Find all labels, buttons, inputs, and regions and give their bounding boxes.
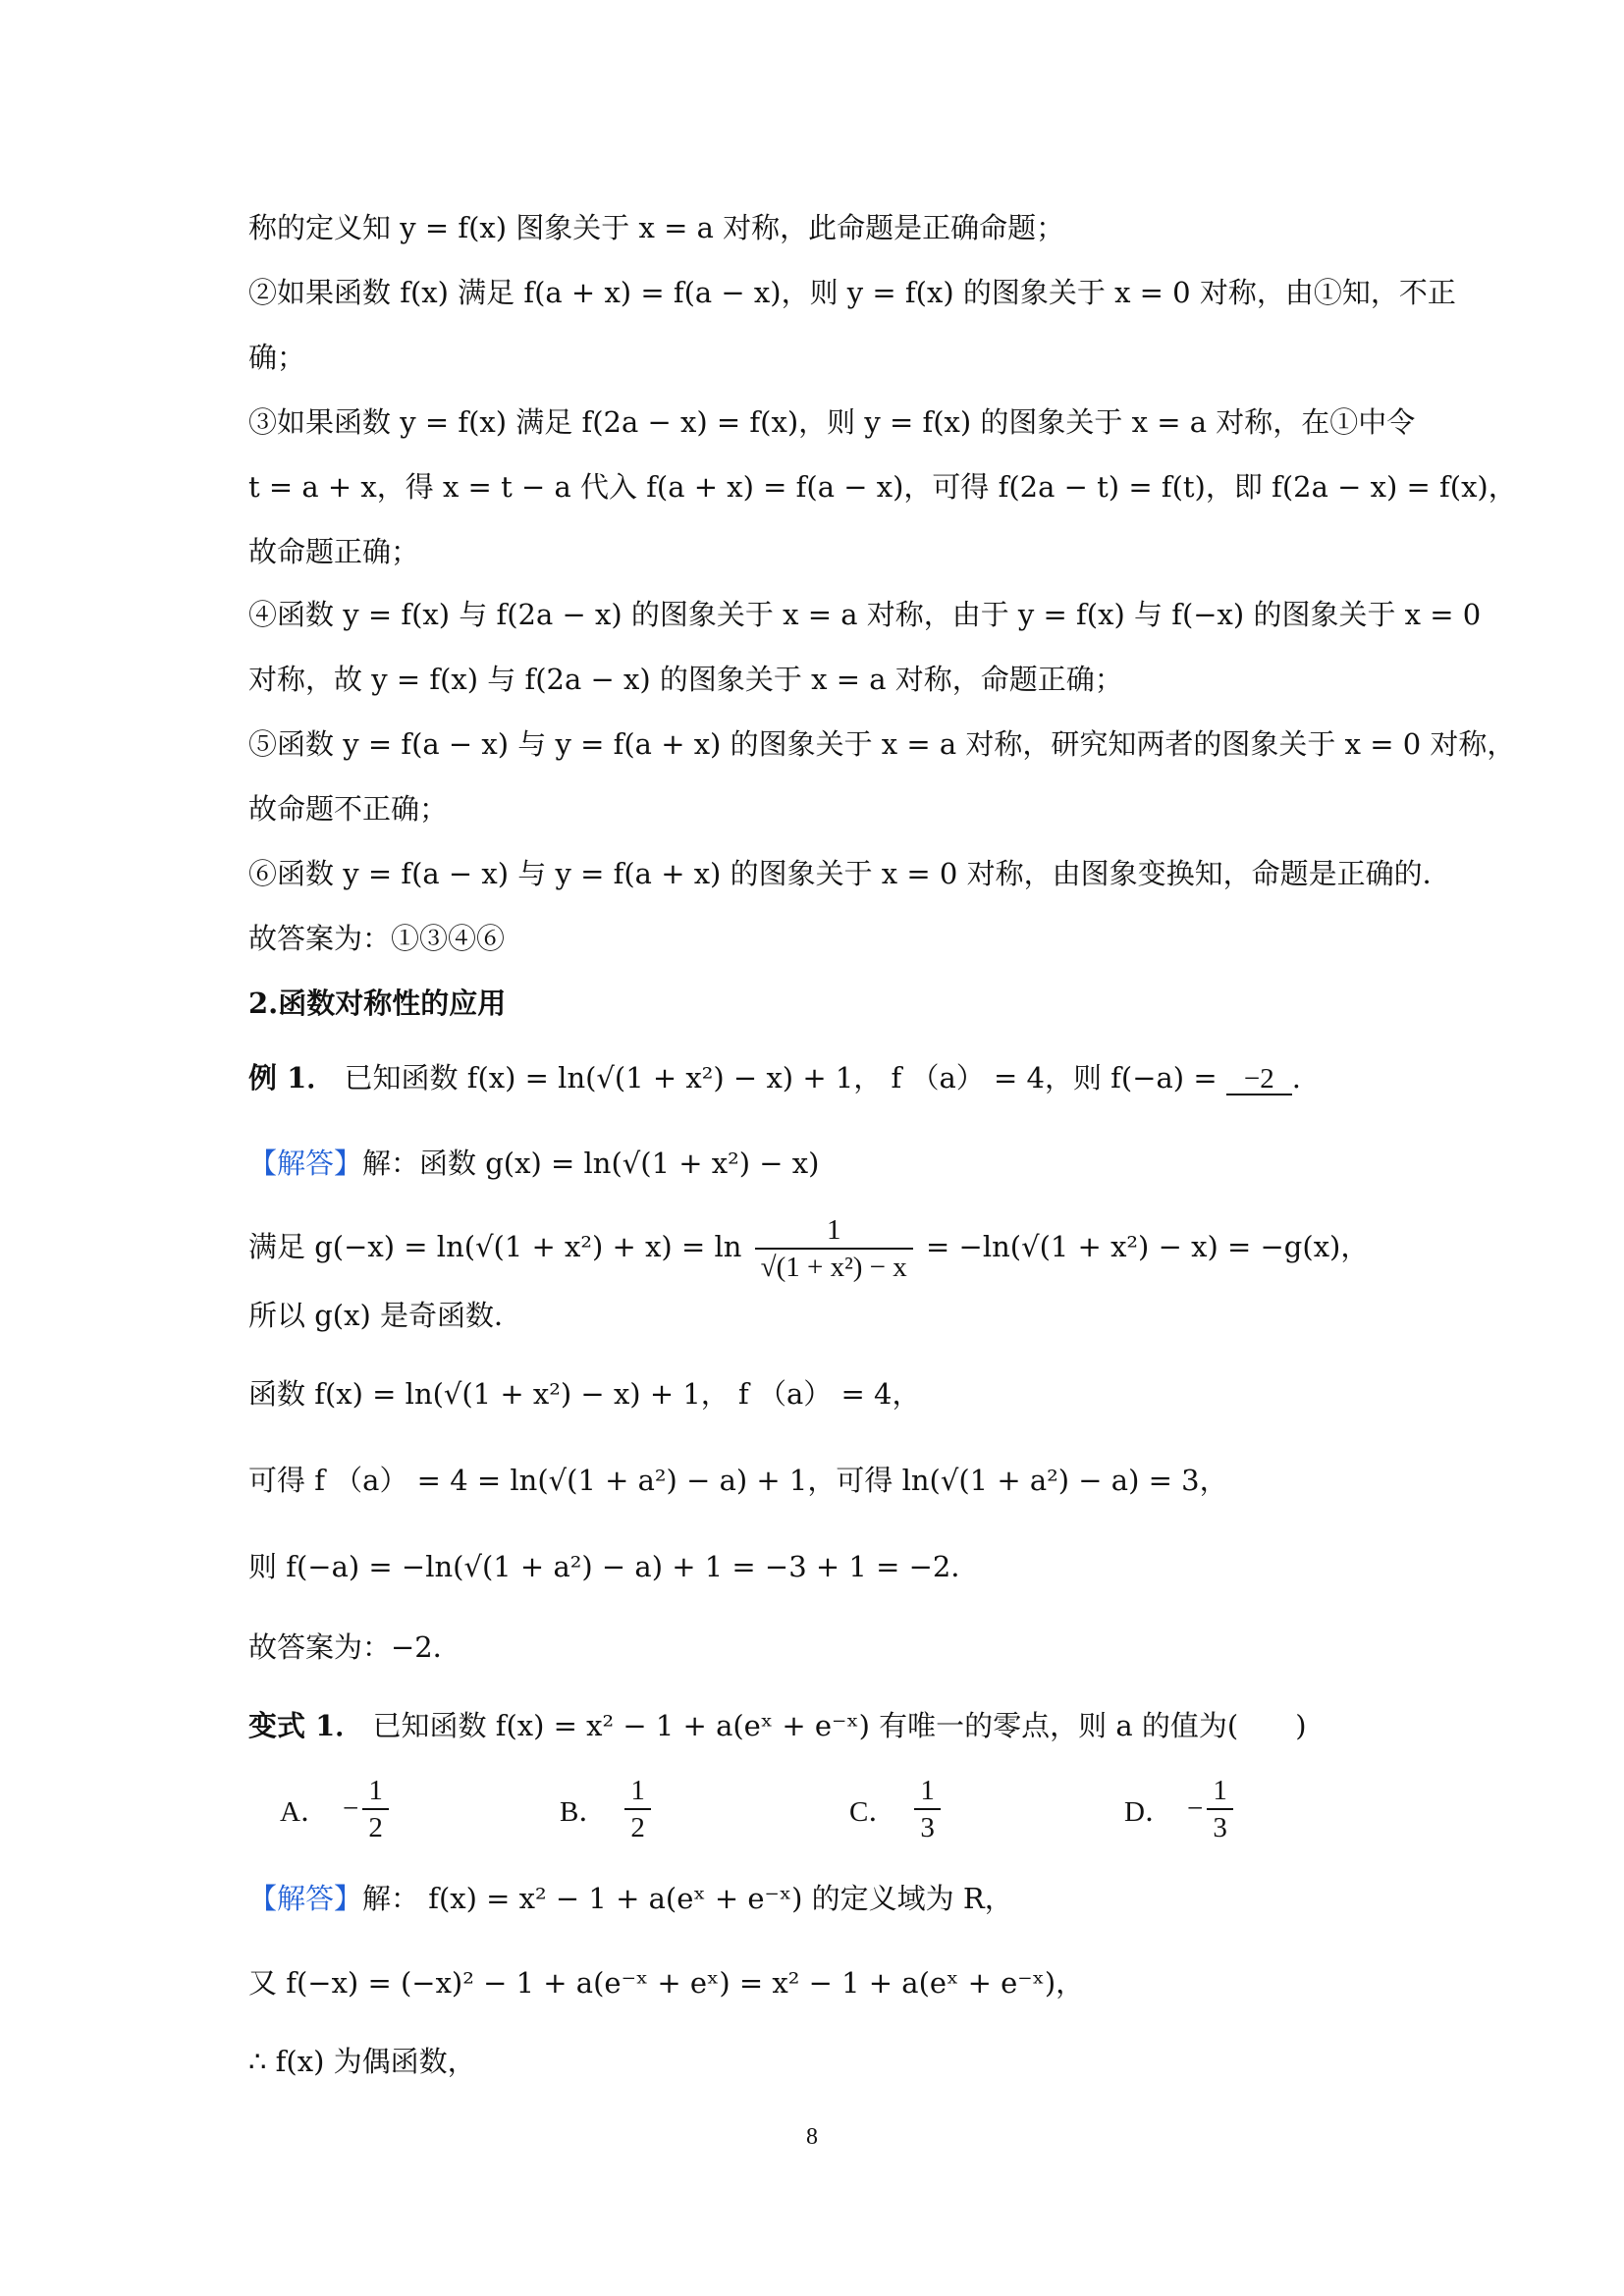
solution-1-line-1 [248,1144,1388,1183]
solution-1-text-2a: 满足 g(−x) = ln(√(1 + x²) + x) = ln [248,1230,742,1263]
variant-text: 已知函数 f(x) = x² − 1 + a(eˣ + e⁻ˣ) 有唯一的零点，则 a 的值为( ) [372,1709,1307,1742]
text-line-7: ④函数 y = f(x) 与 f(2a − x) 的图象关于 x = a 对称，由于 y = f(x) 与 f(−x) 的图象关于 x = 0 [248,598,1482,631]
text-line-6: 故命题正确； [248,535,420,568]
example-answer: −2 [1226,1064,1292,1095]
solution-2-line-2: 又 f(−x) = (−x)² − 1 + a(e⁻ˣ + eˣ) = x² − 1 + a(eˣ + e⁻ˣ)， [248,1966,1085,2000]
option-label: C． [849,1795,897,1828]
text-line-3: 确； [248,341,306,374]
variant-label: 变式 1． [248,1709,364,1742]
option-label: B． [560,1795,608,1828]
example-label: 例 1． [248,1061,336,1095]
solution-1-line-5: 可得 f （a） = 4 = ln(√(1 + a²) − a) + 1，可得 ln(√(1 + a²) − a) = 3， [248,1464,1228,1497]
option-fraction [914,1773,941,1845]
option-sign: − [1186,1792,1204,1825]
fraction-denominator: √(1 + x²) − x [760,1252,907,1283]
option-numerator: 1 [624,1773,651,1810]
solution-2-line-1 [248,1879,1388,1918]
option-d[interactable] [1124,1773,1237,1845]
option-denominator: 2 [630,1812,645,1843]
option-numerator: 1 [914,1773,941,1810]
example-text: 已知函数 f(x) = ln(√(1 + x²) − x) + 1， f （a） = 4，则 f(−a) = [344,1061,1218,1095]
option-fraction [362,1773,389,1845]
fraction-numerator: 1 [755,1212,913,1250]
solution-2-line-3: ∴ f(x) 为偶函数， [248,2045,476,2078]
text-line-1: 称的定义知 y = f(x) 图象关于 x = a 对称，此命题是正确命题； [248,211,1065,244]
text-line-12: 故答案为：①③④⑥ [248,922,506,955]
text-line-5: t = a + x，得 x = t − a 代入 f(a + x) = f(a − x)，可得 f(2a − t) = f(t)，即 f(2a − x) = f(x)， [248,470,1517,504]
option-denominator: 3 [1213,1812,1227,1843]
solution-tag: 【解答】 [248,1882,363,1915]
option-sign: − [342,1792,359,1825]
text-line-8: 对称，故 y = f(x) 与 f(2a − x) 的图象关于 x = a 对称，命题正确； [248,663,1123,696]
option-denominator: 2 [368,1812,383,1843]
option-numerator: 1 [362,1773,389,1810]
example-end: . [1291,1061,1301,1095]
text-line-9: ⑤函数 y = f(a − x) 与 y = f(a + x) 的图象关于 x = a 对称，研究知两者的图象关于 x = 0 对称， [248,727,1516,761]
solution-1-line-6: 则 f(−a) = −ln(√(1 + a²) − a) + 1 = −3 + 1 = −2． [248,1550,980,1583]
option-fraction [1207,1773,1233,1845]
option-label: A． [280,1795,329,1828]
option-label: D． [1124,1795,1173,1828]
option-b[interactable] [560,1773,655,1845]
text-line-10: 故命题不正确； [248,792,449,826]
text-line-4: ③如果函数 y = f(x) 满足 f(2a − x) = f(x)，则 y = f(x) 的图象关于 x = a 对称，在①中令 [248,405,1416,439]
solution-1-line-7: 故答案为：−2． [248,1630,461,1664]
solution-1-text-2b: = −ln(√(1 + x²) − x) = −g(x)， [926,1230,1370,1263]
solution-1-line-3: 所以 g(x) 是奇函数． [248,1299,522,1332]
variant-1 [248,1706,1388,1745]
example-1 [248,1058,1388,1097]
solution-1-line-2 [248,1207,1388,1286]
page-number: 8 [806,2124,818,2150]
solution-tag: 【解答】 [248,1147,363,1180]
solution-1-line-4: 函数 f(x) = ln(√(1 + x²) − x) + 1， f （a） = 4， [248,1377,921,1411]
text-line-11: ⑥函数 y = f(a − x) 与 y = f(a + x) 的图象关于 x = 0 对称，由图象变换知，命题是正确的． [248,857,1451,890]
option-a[interactable] [280,1773,393,1845]
option-numerator: 1 [1207,1773,1233,1810]
solution-1-text-1: 解：函数 g(x) = ln(√(1 + x²) − x) [362,1147,820,1180]
option-denominator: 3 [920,1812,935,1843]
option-c[interactable] [849,1773,945,1845]
answer-options [280,1773,1388,1851]
section-title: 2.函数对称性的应用 [248,987,507,1020]
solution-2-text-1: 解： f(x) = x² − 1 + a(eˣ + e⁻ˣ) 的定义域为 R， [362,1882,1013,1915]
text-line-2: ②如果函数 f(x) 满足 f(a + x) = f(a − x)，则 y = f(x) 的图象关于 x = 0 对称，由①知，不正 [248,276,1456,309]
option-fraction [624,1773,651,1845]
fraction [755,1212,913,1285]
